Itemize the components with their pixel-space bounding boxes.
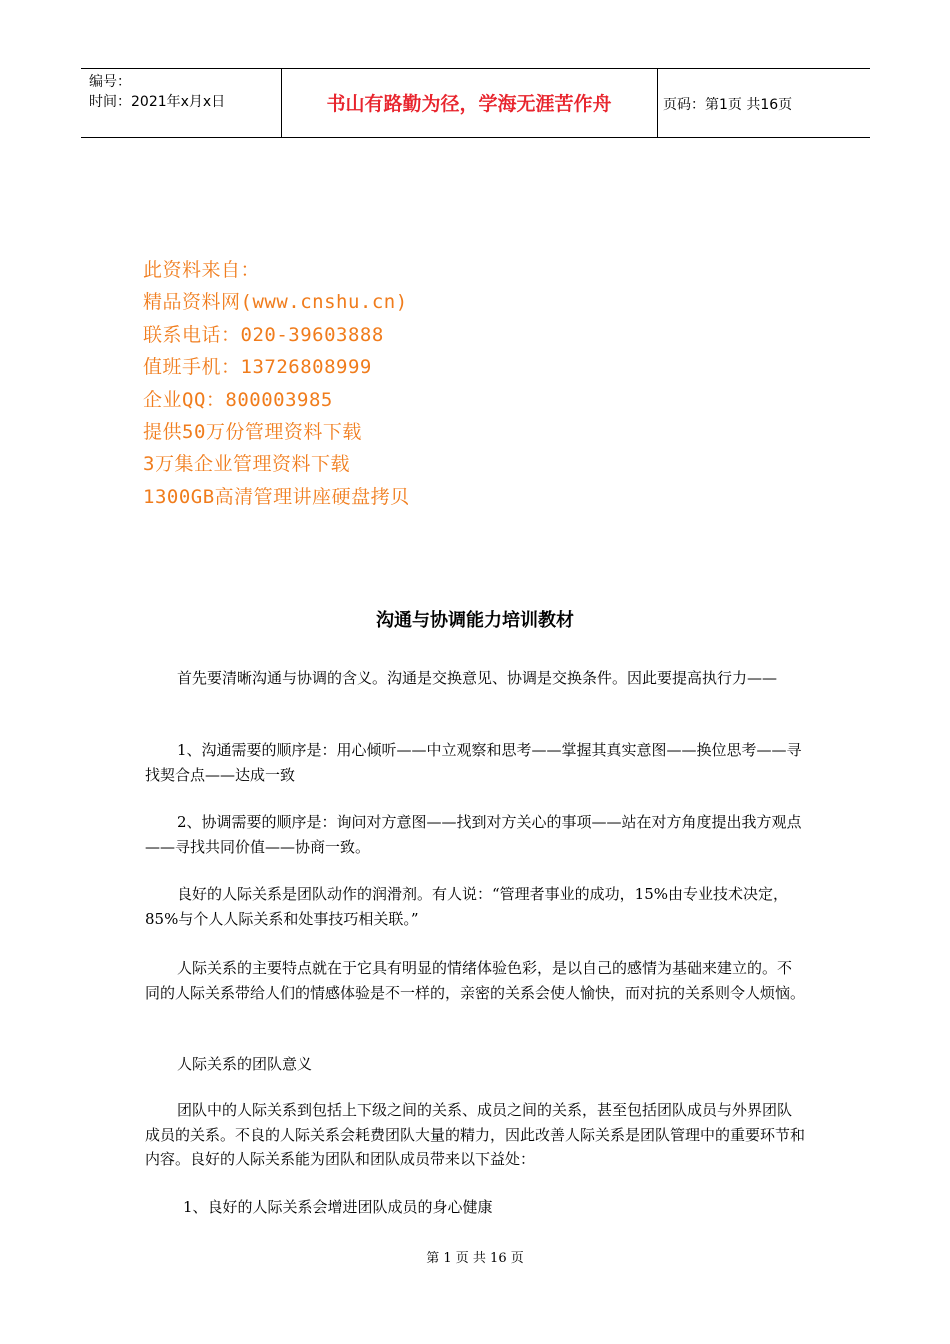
header-page-cell (657, 69, 870, 137)
paragraph (145, 666, 805, 691)
page-footer: 第 1 页 共 16 页 (426, 1251, 524, 1266)
source-line: 1300GB高清管理讲座硬盘拷贝 (143, 485, 410, 508)
source-line: 3万集企业管理资料下载 (143, 453, 350, 476)
document-title: 沟通与协调能力培训教材 (376, 610, 574, 631)
paragraph-text: 1、沟通需要的顺序是：用心倾听——中立观察和思考——掌握其真实意图——换位思考——寻找契合点——达成一致 (145, 741, 802, 784)
source-qq: 企业QQ：800003985 (143, 388, 333, 411)
paragraph (145, 810, 805, 859)
paragraph-text: 首先要清晰沟通与协调的含义。沟通是交换意见、协调是交换条件。因此要提高执行力—— (177, 669, 778, 687)
time-label: 时间：2021年x月x日 (89, 94, 226, 110)
paragraph (145, 882, 805, 931)
page-header (81, 68, 870, 138)
paragraph (145, 1098, 805, 1172)
serial-label: 编号： (89, 74, 131, 90)
paragraph (145, 738, 805, 787)
source-line: 此资料来自： (143, 259, 261, 281)
section-heading-text: 人际关系的团队意义 (177, 1055, 313, 1073)
paragraph (145, 956, 805, 1005)
paragraph-text: 良好的人际关系是团队动作的润滑剂。有人说：“管理者事业的成功，15%由专业技术决定，85%与个人人际关系和处事技巧相关联。” (145, 885, 789, 928)
source-line: 提供50万份管理资料下载 (143, 421, 362, 444)
source-website: 精品资料网(www.cnshu.cn) (143, 291, 408, 314)
source-info-block (143, 254, 410, 513)
section-heading (145, 1052, 805, 1077)
header-motto: 书山有路勤为径，学海无涯苦作舟 (326, 93, 612, 115)
paragraph-text: 2、协调需要的顺序是：询问对方意图——找到对方关心的事项——站在对方角度提出我方观点——寻找共同价值——协商一致。 (145, 813, 802, 856)
header-page-info: 页码：第1页 共16页 (663, 97, 793, 113)
list-item (145, 1195, 805, 1220)
paragraph-text: 人际关系的主要特点就在于它具有明显的情绪体验色彩，是以自己的感情为基础来建立的。不同的人际关系带给人们的情感体验是不一样的，亲密的关系会使人愉快，而对抗的关系则令人烦恼。 (145, 959, 806, 1002)
header-meta-cell (81, 69, 282, 137)
paragraph-text: 团队中的人际关系到包括上下级之间的关系、成员之间的关系，甚至包括团队成员与外界团队成员的关系。不良的人际关系会耗费团队大量的精力，因此改善人际关系是团队管理中的重要环节和内容。良好的人际关系能为团队和团队成员带来以下益处： (145, 1101, 806, 1168)
header-motto-cell (281, 69, 658, 137)
source-mobile: 值班手机：13726808999 (143, 356, 372, 379)
source-phone: 联系电话：020-39603888 (143, 323, 384, 346)
list-item-text: 1、良好的人际关系会增进团队成员的身心健康 (183, 1198, 493, 1216)
